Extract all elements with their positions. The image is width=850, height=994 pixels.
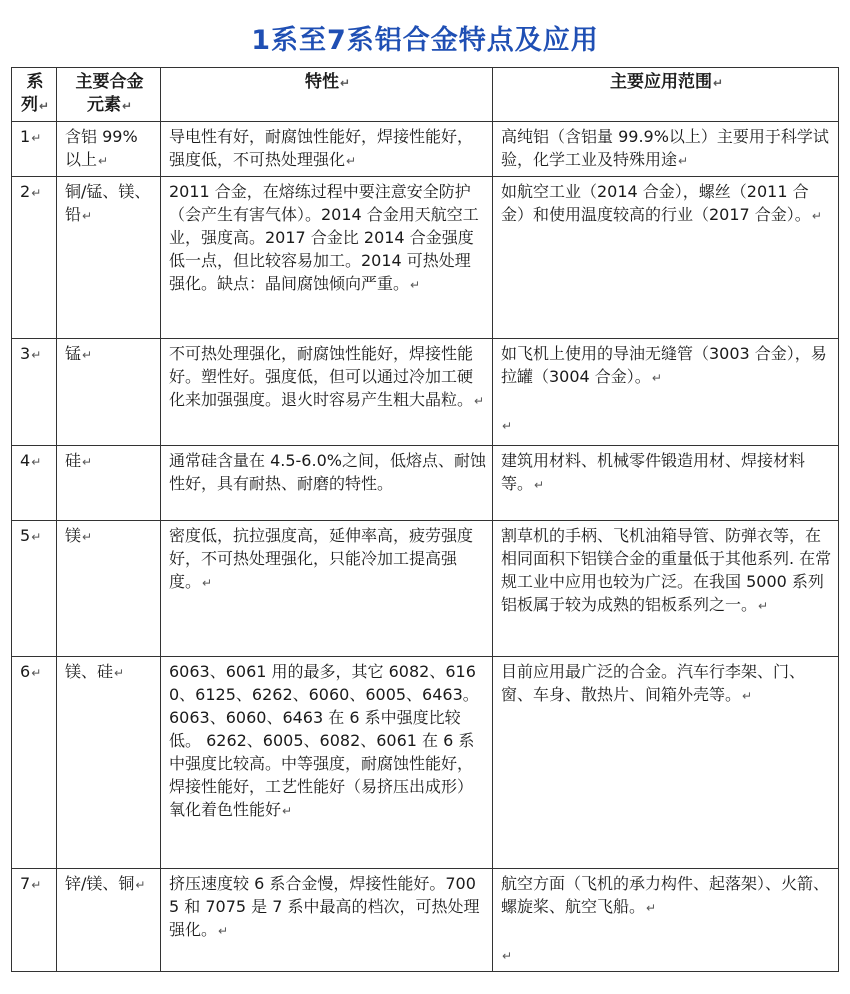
elements-cell: 硅↵ [57, 446, 161, 521]
table-header-row [12, 68, 839, 122]
series-cell: 7↵ [12, 869, 57, 972]
applications-cell: 高纯铝（含铝量 99.9%以上）主要用于科学试验，化学工业及特殊用途↵ [493, 122, 839, 177]
table-row [12, 177, 839, 339]
table-row [12, 869, 839, 972]
elements-cell: 锌/镁、铜↵ [57, 869, 161, 972]
elements-cell: 锰↵ [57, 339, 161, 446]
header-applications: 主要应用范围↵ [493, 68, 839, 122]
applications-cell: 如航空工业（2014 合金），螺丝（2011 合金）和使用温度较高的行业（2017 合金）。↵ [493, 177, 839, 339]
series-cell: 2↵ [12, 177, 57, 339]
applications-cell: 航空方面（飞机的承力构件、起落架）、火箭、螺旋桨、航空飞船。↵ ↵ [493, 869, 839, 972]
properties-cell: 6063、6061 用的最多，其它 6082、6160、6125、6262、6060、6005、6463。 6063、6060、6463 在 6 系中强度比较低。 6262、6005、6082、6061 在 6 系中强度比较高。中等强度，耐腐蚀性能好，焊接性能好，工艺性能好（易挤压出成形）氧化着色性能好↵ [161, 657, 493, 869]
applications-cell: 目前应用最广泛的合金。汽车行李架、门、窗、车身、散热片、间箱外壳等。↵ [493, 657, 839, 869]
applications-cell: 如飞机上使用的导油无缝管（3003 合金），易拉罐（3004 合金）。↵ ↵ [493, 339, 839, 446]
properties-cell: 挤压速度较 6 系合金慢，焊接性能好。7005 和 7075 是 7 系中最高的档次，可热处理强化。↵ [161, 869, 493, 972]
page-title: 1系至7系铝合金特点及应用 [251, 25, 599, 56]
empty-paragraph-mark: ↵ [502, 949, 513, 963]
empty-paragraph-mark: ↵ [502, 419, 513, 433]
table-row [12, 122, 839, 177]
alloy-table [11, 67, 839, 972]
elements-cell: 铜/锰、镁、铅↵ [57, 177, 161, 339]
elements-cell: 含铝 99% 以上↵ [57, 122, 161, 177]
properties-cell: 密度低，抗拉强度高，延伸率高，疲劳强度好，不可热处理强化，只能冷加工提高强度。↵ [161, 521, 493, 657]
series-cell: 3↵ [12, 339, 57, 446]
series-cell: 5↵ [12, 521, 57, 657]
applications-cell: 建筑用材料、机械零件锻造用材、焊接材料等。↵ [493, 446, 839, 521]
series-cell: 1↵ [12, 122, 57, 177]
header-series: 系 列↵ [12, 68, 57, 122]
table-row [12, 657, 839, 869]
properties-cell: 导电性有好，耐腐蚀性能好，焊接性能好，强度低，不可热处理强化↵ [161, 122, 493, 177]
table-row [12, 339, 839, 446]
series-cell: 4↵ [12, 446, 57, 521]
properties-cell: 通常硅含量在 4.5-6.0%之间，低熔点、耐蚀性好，具有耐热、耐磨的特性。 [161, 446, 493, 521]
header-elements: 主要合金 元素↵ [57, 68, 161, 122]
elements-cell: 镁、硅↵ [57, 657, 161, 869]
applications-cell: 割草机的手柄、飞机油箱导管、防弹衣等，在相同面积下铝镁合金的重量低于其他系列. 在常规工业中应用也较为广泛。在我国 5000 系列铝板属于较为成熟的铝板系列之一。↵ [493, 521, 839, 657]
table-row [12, 446, 839, 521]
properties-cell: 不可热处理强化，耐腐蚀性能好，焊接性能好。塑性好。强度低，但可以通过冷加工硬化来加强强度。退火时容易产生粗大晶粒。↵ [161, 339, 493, 446]
header-properties: 特性↵ [161, 68, 493, 122]
properties-cell: 2011 合金，在熔练过程中要注意安全防护（会产生有害气体）。2014 合金用天航空工业，强度高。2017 合金比 2014 合金强度低一点，但比较容易加工。2014 可热处理强化。缺点：晶间腐蚀倾向严重。↵ [161, 177, 493, 339]
series-cell: 6↵ [12, 657, 57, 869]
table-row [12, 521, 839, 657]
elements-cell: 镁↵ [57, 521, 161, 657]
